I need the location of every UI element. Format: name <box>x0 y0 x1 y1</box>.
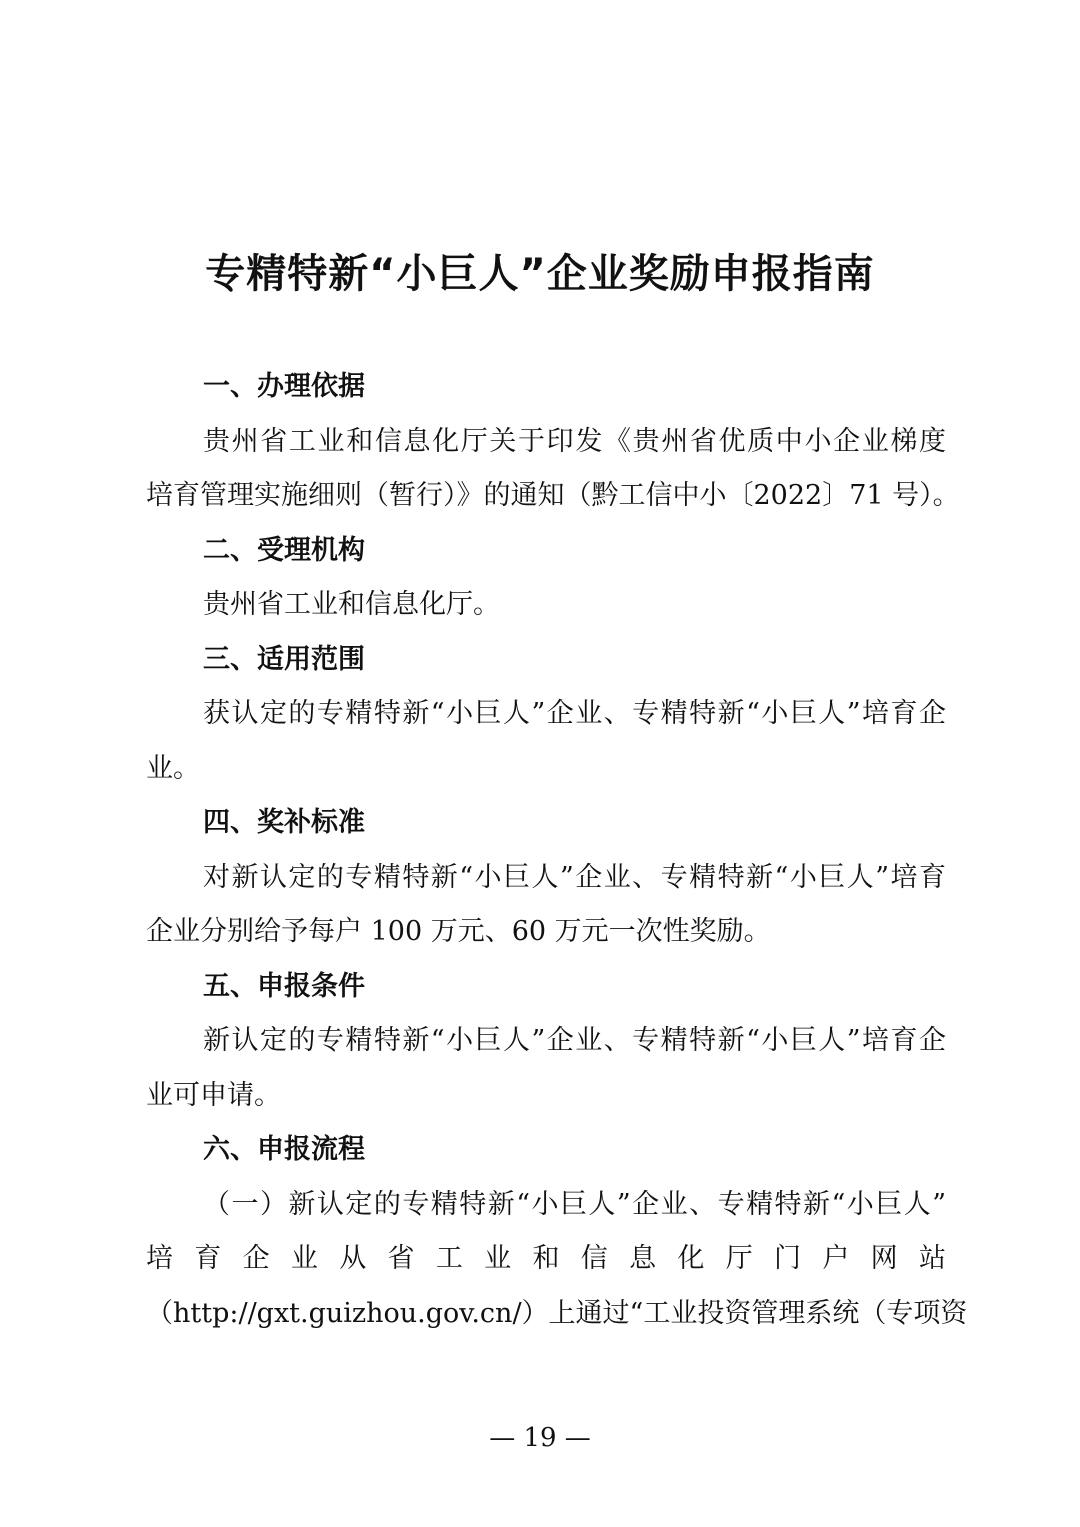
paragraph-line: （http://gxt.guizhou.gov.cn/）上通过“工业投资管理系统（专项资 <box>146 1298 968 1329</box>
paragraph-line: 贵州省工业和信息化厅。 <box>203 589 500 620</box>
section-heading-agency: 二、受理机构 <box>203 535 365 566</box>
section-heading-scope: 三、适用范围 <box>203 644 365 675</box>
section-heading-standard: 四、奖补标准 <box>203 807 365 838</box>
section-heading-process: 六、申报流程 <box>203 1134 365 1165</box>
paragraph-line: 新认定的专精特新“小巨人”企业、专精特新“小巨人”培育企 <box>203 1025 946 1056</box>
paragraph-line: 培育管理实施细则（暂行）》的通知（黔工信中小〔2022〕71 号）。 <box>146 480 960 511</box>
paragraph-line: 获认定的专精特新“小巨人”企业、专精特新“小巨人”培育企 <box>203 698 946 729</box>
paragraph-line: 企业分别给予每户 100 万元、60 万元一次性奖励。 <box>146 916 771 947</box>
page-number: — 19 — <box>489 1423 591 1453</box>
paragraph-line: 贵州省工业和信息化厅关于印发《贵州省优质中小企业梯度 <box>203 426 946 457</box>
section-heading-basis: 一、办理依据 <box>203 371 365 402</box>
paragraph-line: 对新认定的专精特新“小巨人”企业、专精特新“小巨人”培育 <box>203 862 946 893</box>
section-heading-conditions: 五、申报条件 <box>203 971 365 1002</box>
paragraph-line: （一）新认定的专精特新“小巨人”企业、专精特新“小巨人” <box>203 1189 946 1220</box>
paragraph-line: 培育企业从省工业和信息化厅门户网站 <box>146 1243 946 1274</box>
page-title: 专精特新“小巨人”企业奖励申报指南 <box>205 251 875 297</box>
paragraph-line: 业。 <box>146 753 200 784</box>
paragraph-line: 业可申请。 <box>146 1080 281 1111</box>
